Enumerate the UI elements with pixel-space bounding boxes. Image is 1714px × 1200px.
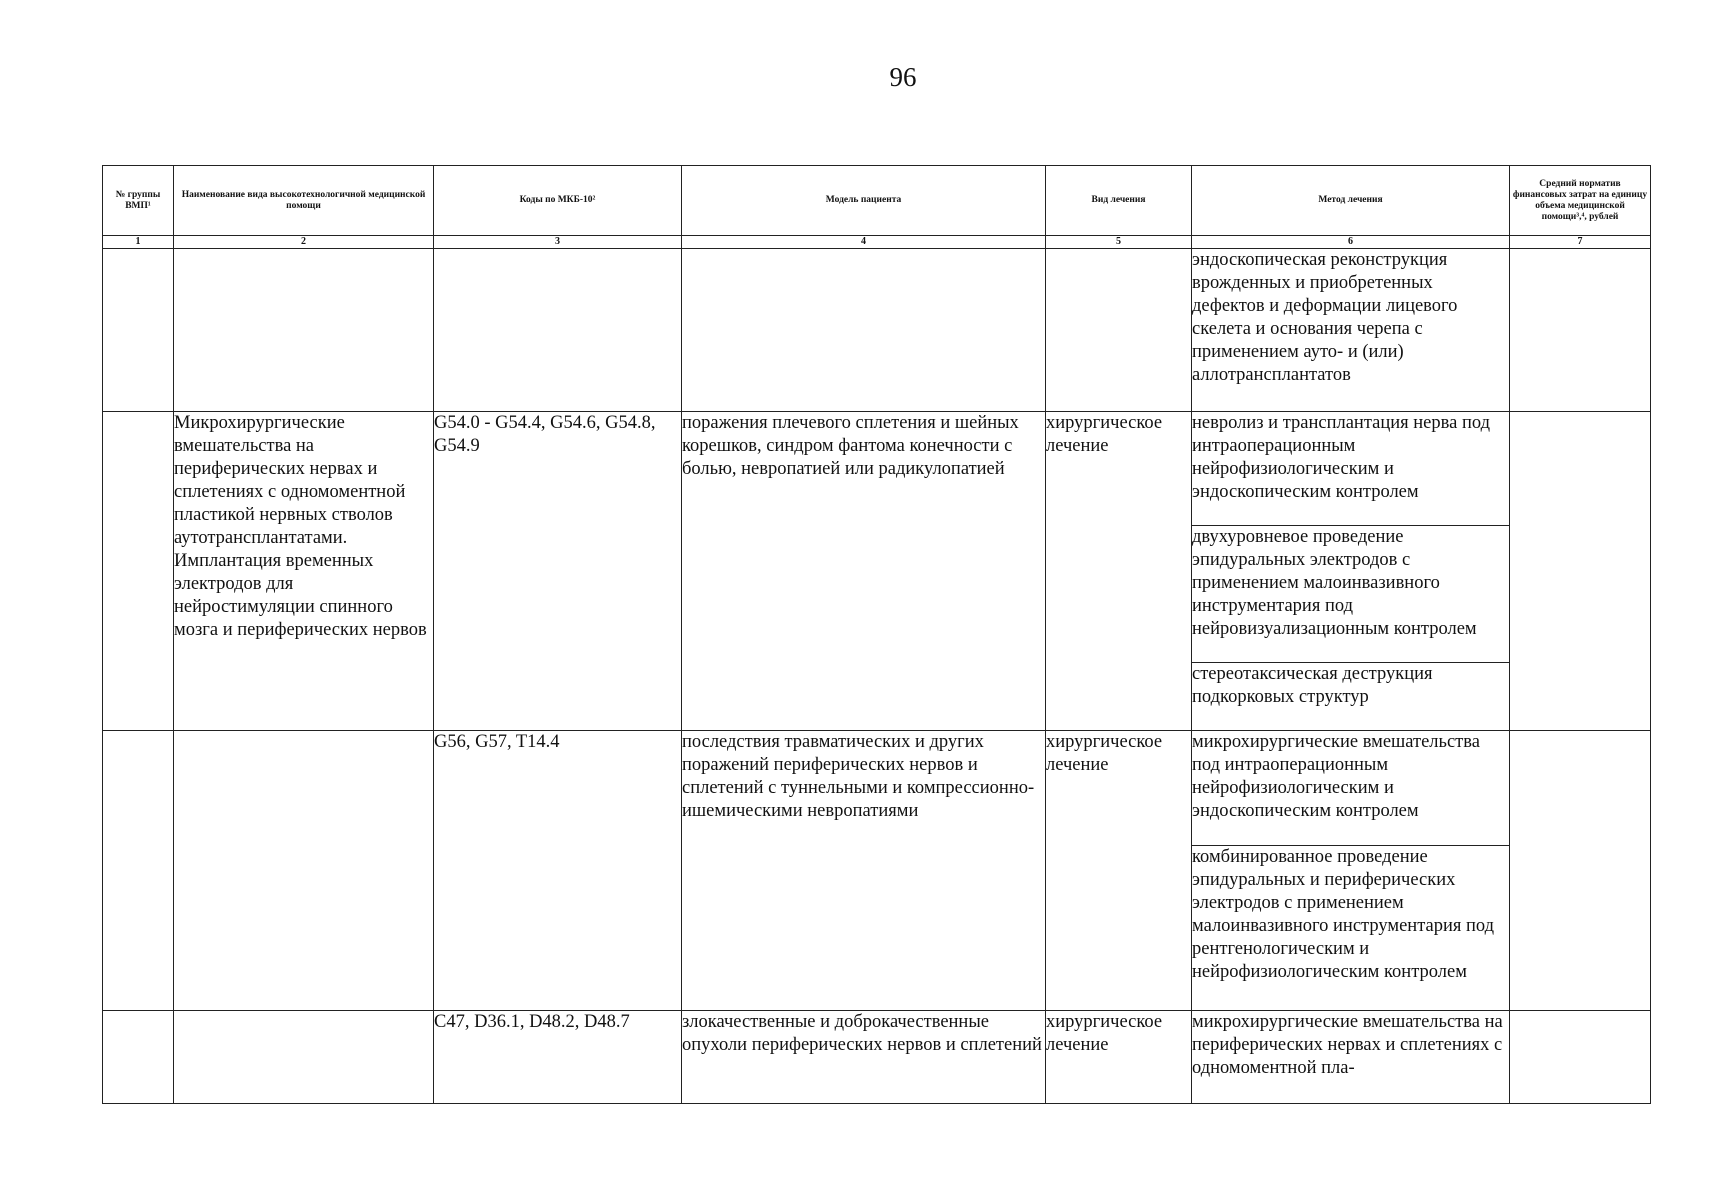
cell-treatment-method: невролиз и трансплантация нерва под интраоперационным нейрофизиологическим и эндоскопическим контролем (1192, 412, 1510, 526)
header-treatment-method: Метод лечения (1192, 166, 1510, 236)
column-number: 4 (682, 236, 1046, 249)
cell-empty (174, 731, 434, 1011)
cell-treatment-method: эндоскопическая реконструкция врожденных и приобретенных дефектов и деформации лицевого скелета и основания черепа с применением ауто- и (или) аллотрансплантатов (1192, 249, 1510, 412)
cell-treatment-type: хирургическое лечение (1046, 1011, 1192, 1104)
cell-empty (103, 249, 174, 412)
cell-treatment-method: комбинированное проведение эпидуральных и периферических электродов с применением малоинвазивного инструментария под рентгенологическим и нейрофизиологическим контролем (1192, 846, 1510, 1011)
cell-treatment-type: хирургическое лечение (1046, 412, 1192, 731)
cell-empty (682, 249, 1046, 412)
cell-empty (434, 249, 682, 412)
cell-empty (174, 1011, 434, 1104)
cell-patient-model: поражения плечевого сплетения и шейных корешков, синдром фантома конечности с болью, невропатией или радикулопатией (682, 412, 1046, 731)
cell-treatment-method: микрохирургические вмешательства под интраоперационным нейрофизиологическим и эндоскопическим контролем (1192, 731, 1510, 846)
header-care-type-name: Наименование вида высокотехнологичной медицинской помощи (174, 166, 434, 236)
table-row (103, 249, 1651, 412)
cell-empty (1046, 249, 1192, 412)
cell-icd-codes: G56, G57, T14.4 (434, 731, 682, 1011)
cell-empty (1510, 249, 1651, 412)
cell-icd-codes: C47, D36.1, D48.2, D48.7 (434, 1011, 682, 1104)
cell-empty (1510, 412, 1651, 731)
cell-empty (174, 249, 434, 412)
page-number: 96 (889, 62, 917, 92)
cell-care-type-name: Микрохирургические вмешательства на периферических нервах и сплетениях с одномоментной пластикой нервных стволов аутотрансплантатами. Имплантация временных электродов для нейростимуляции спинного мозга и периферических нервов (174, 412, 434, 731)
header-cost-norm: Средний норматив финансовых затрат на единицу объема медицинской помощи³,⁴, рублей (1510, 166, 1651, 236)
column-number: 6 (1192, 236, 1510, 249)
cell-empty (1510, 1011, 1651, 1104)
cell-empty (103, 412, 174, 731)
table-row (103, 731, 1651, 846)
table-row (103, 1011, 1651, 1104)
vmp-table (102, 165, 1651, 1104)
column-number: 5 (1046, 236, 1192, 249)
cell-patient-model: злокачественные и доброкачественные опухоли периферических нервов и сплетений (682, 1011, 1046, 1104)
cell-icd-codes: G54.0 - G54.4, G54.6, G54.8, G54.9 (434, 412, 682, 731)
header-group-number: № группы ВМП¹ (103, 166, 174, 236)
column-number-row (103, 236, 1651, 249)
cell-patient-model: последствия травматических и других поражений периферических нервов и сплетений с туннельными и компрессионно-ишемическими невропатиями (682, 731, 1046, 1011)
cell-empty (1510, 731, 1651, 1011)
header-icd-codes: Коды по МКБ-10² (434, 166, 682, 236)
cell-treatment-type: хирургическое лечение (1046, 731, 1192, 1011)
cell-treatment-method: стереотаксическая деструкция подкорковых структур (1192, 663, 1510, 731)
cell-empty (103, 1011, 174, 1104)
cell-treatment-method: двухуровневое проведение эпидуральных электродов с применением малоинвазивного инструментария под нейровизуализационным контролем (1192, 526, 1510, 663)
header-patient-model: Модель пациента (682, 166, 1046, 236)
cell-treatment-method: микрохирургические вмешательства на периферических нервах и сплетениях с одномоментной пла- (1192, 1011, 1510, 1104)
cell-empty (103, 731, 174, 1011)
column-number: 2 (174, 236, 434, 249)
header-treatment-type: Вид лечения (1046, 166, 1192, 236)
column-number: 3 (434, 236, 682, 249)
table-row (103, 412, 1651, 526)
table-header-row (103, 166, 1651, 236)
column-number: 1 (103, 236, 174, 249)
column-number: 7 (1510, 236, 1651, 249)
